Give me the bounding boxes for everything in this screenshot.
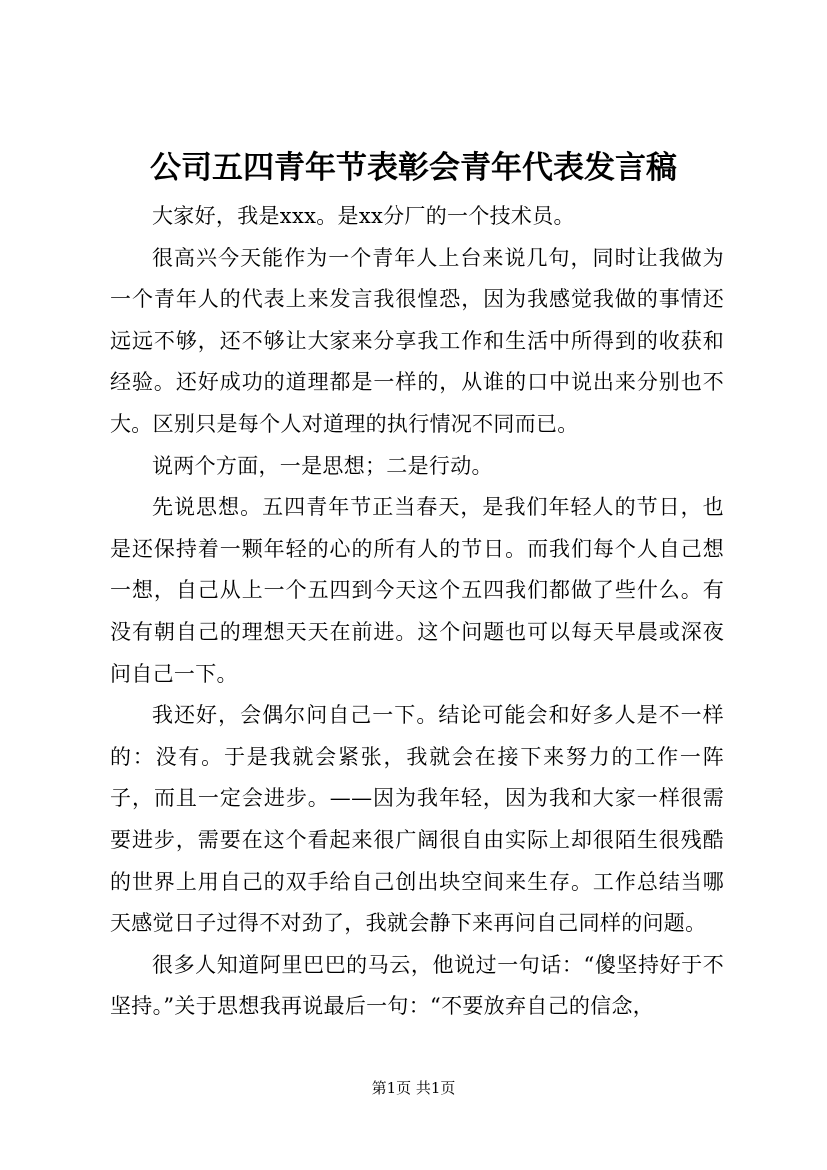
page-footer: 第1页 共1页 bbox=[371, 1079, 456, 1097]
paragraph-two-aspects: 说两个方面，一是思想；二是行动。 bbox=[152, 453, 493, 478]
document-title: 公司五四青年节表彰会青年代表发言稿 bbox=[150, 150, 677, 186]
paragraph-intro: 很高兴今天能作为一个青年人上台来说几句，同时让我做为一个青年人的代表上来发言我很惶恐，因为我感觉我做的事情还远远不够，还不够让大家来分享我工作和生活中所得到的收获和经验。还好成功的道理都是一样的，从谁的口中说出来分别也不大。区别只是每个人对道理的执行情况不同而已。 bbox=[110, 245, 724, 436]
document-body bbox=[110, 196, 724, 1028]
paragraph-greeting: 大家好，我是xxx。是xx分厂的一个技术员。 bbox=[152, 204, 575, 228]
paragraph-thought: 先说思想。五四青年节正当春天，是我们年轻人的节日，也是还保持着一颗年轻的心的所有人的节日。而我们每个人自己想一想，自己从上一个五四到今天这个五四我们都做了些什么。有没有朝自己的理想天天在前进。这个问题也可以每天早晨或深夜问自己一下。 bbox=[110, 495, 724, 686]
paragraph-jack-ma-quote: 很多人知道阿里巴巴的马云，他说过一句话：“傻坚持好于不坚持。”关于思想我再说最后一句：“不要放弃自己的信念， bbox=[110, 952, 724, 1019]
paragraph-self-reflection: 我还好，会偶尔问自己一下。结论可能会和好多人是不一样的：没有。于是我就会紧张，我就会在接下来努力的工作一阵子，而且一定会进步。——因为我年轻，因为我和大家一样很需要进步，需要在这个看起来很广阔很自由实际上却很陌生很残酷的世界上用自己的双手给自己创出块空间来生存。工作总结当哪天感觉日子过得不对劲了，我就会静下来再问自己同样的问题。 bbox=[110, 703, 724, 936]
